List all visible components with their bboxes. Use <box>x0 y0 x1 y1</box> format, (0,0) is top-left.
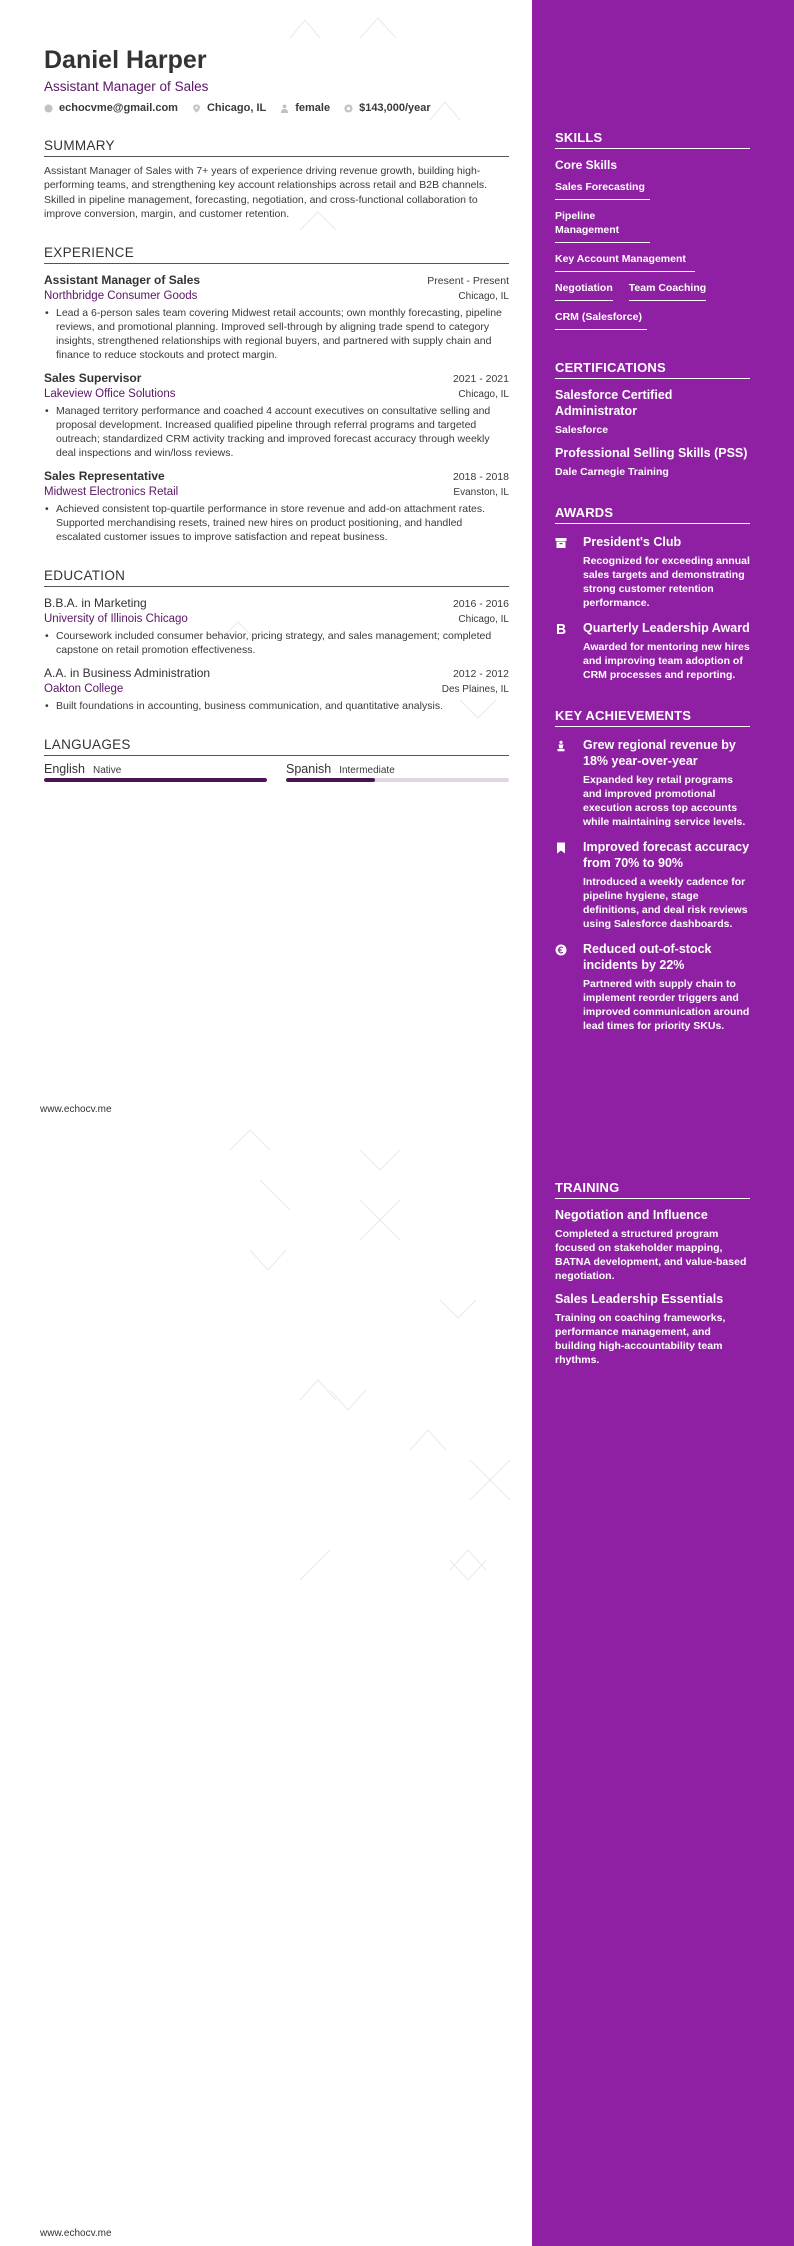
skill-tag: CRM (Salesforce) <box>555 305 647 330</box>
language-proficiency-bar <box>286 778 509 782</box>
map-pin-icon <box>192 104 201 113</box>
achievement-description: Partnered with supply chain to implement reorder triggers and improved communication around lead times for priority SKUs. <box>583 978 750 1032</box>
certification-item <box>555 387 750 437</box>
award-title: Quarterly Leadership Award <box>583 621 750 635</box>
job-entry <box>44 370 509 460</box>
achievement-item <box>555 941 750 1033</box>
training-heading: TRAINING <box>555 1180 750 1199</box>
languages-section <box>44 762 509 782</box>
education-bullet: • Built foundations in accounting, business communication, and quantitative analysis. <box>44 699 509 713</box>
job-company: Lakeview Office Solutions <box>44 388 176 400</box>
salary-text: $143,000/year <box>359 102 431 114</box>
coin-icon <box>344 104 353 113</box>
summary-paragraph: Assistant Manager of Sales with 7+ years of experience driving revenue growth, building high-performing teams, and strengthening key account relationships across retail and B2B channels. <box>44 165 487 191</box>
experience-section <box>44 272 509 544</box>
language-name: English <box>44 762 85 776</box>
training-title: Sales Leadership Essentials <box>555 1292 724 1306</box>
bold-b-icon <box>555 620 583 682</box>
job-location: Chicago, IL <box>458 291 509 302</box>
achievement-description: Introduced a weekly cadence for pipeline hygiene, stage definitions, and deal risk reviews using Salesforce dashboards. <box>583 876 748 930</box>
certifications-heading: CERTIFICATIONS <box>555 360 750 379</box>
job-title: Assistant Manager of Sales <box>44 273 201 287</box>
languages-heading: LANGUAGES <box>44 737 509 756</box>
gender-text: female <box>295 102 331 114</box>
achievement-title: Reduced out-of-stock incidents by 22% <box>583 942 712 972</box>
education-entry <box>44 595 509 657</box>
education-heading: EDUCATION <box>44 568 509 587</box>
award-item <box>555 620 750 682</box>
training-description: Training on coaching frameworks, performance management, and building high-accountability team rhythms. <box>555 1312 726 1366</box>
language-proficiency-fill <box>44 778 267 782</box>
summary-paragraph: Skilled in pipeline management, forecasting, negotiation, and cross-functional collaboration to improve conversion, margin, and customer retention. <box>44 194 478 220</box>
education-bullet: • Coursework included consumer behavior, pricing strategy, and sales management; completed capstone on retail promotion effectiveness. <box>44 629 509 657</box>
contact-row <box>44 102 509 114</box>
job-bullet: • Managed territory performance and coached 4 account executives on consultative selling and proposal development. Increased qualified pipeline through referral programs and targeted outreach; standardized CRM activity tracking and improved forecast accuracy through weekly deal inspections and win/loss reviews. <box>44 404 509 460</box>
certification-name: Professional Selling Skills (PSS) <box>555 446 748 460</box>
contact-gender <box>280 102 330 114</box>
school-name: Oakton College <box>44 683 124 695</box>
skill-tag: Pipeline Management <box>555 204 650 243</box>
education-dates: 2012 - 2012 <box>452 668 509 680</box>
award-description: Recognized for exceeding annual sales targets and demonstrating strong customer retention performance. <box>583 555 750 609</box>
contact-salary <box>344 102 431 114</box>
sidebar <box>555 130 750 1033</box>
skill-tag: Key Account Management <box>555 247 695 272</box>
candidate-name: Daniel Harper <box>44 46 207 74</box>
training-description: Completed a structured program focused on stakeholder mapping, BATNA development, and value-based negotiation. <box>555 1228 747 1282</box>
education-section <box>44 595 509 713</box>
job-dates: Present - Present <box>427 275 509 287</box>
job-location: Chicago, IL <box>458 389 509 400</box>
summary-heading: SUMMARY <box>44 138 509 157</box>
language-proficiency-bar <box>44 778 267 782</box>
job-entry <box>44 272 509 362</box>
certification-org: Salesforce <box>555 424 609 436</box>
job-company: Northbridge Consumer Goods <box>44 290 198 302</box>
degree-title: A.A. in Business Administration <box>44 666 211 680</box>
job-entry <box>44 468 509 544</box>
achievement-item <box>555 737 750 829</box>
candidate-role: Assistant Manager of Sales <box>44 79 209 94</box>
award-description: Awarded for mentoring new hires and improving team adoption of CRM processes and reporting. <box>583 641 750 681</box>
location-text: Chicago, IL <box>206 102 267 114</box>
certification-name: Salesforce Certified Administrator <box>555 388 673 418</box>
certification-item <box>555 445 750 479</box>
skill-tag: Sales Forecasting <box>555 175 650 200</box>
awards-heading: AWARDS <box>555 505 750 524</box>
sidebar-training <box>555 1180 750 1367</box>
archive-icon <box>555 534 583 610</box>
language-level: Intermediate <box>339 765 395 776</box>
language-name: Spanish <box>286 762 332 776</box>
contact-email[interactable] <box>44 102 178 114</box>
training-title: Negotiation and Influence <box>555 1208 708 1222</box>
skill-tag: Team Coaching <box>629 276 706 301</box>
email-text: echocvme@gmail.com <box>59 102 178 114</box>
education-dates: 2016 - 2016 <box>452 598 509 610</box>
school-location: Chicago, IL <box>458 614 509 625</box>
job-dates: 2021 - 2021 <box>452 373 509 385</box>
email-icon <box>44 104 53 113</box>
language-level: Native <box>93 765 122 776</box>
job-location: Evanston, IL <box>453 487 509 498</box>
award-title: President's Club <box>583 535 682 549</box>
chess-piece-icon <box>555 737 583 829</box>
degree-title: B.B.A. in Marketing <box>44 596 147 610</box>
skill-tag: Negotiation <box>555 276 613 301</box>
job-title: Sales Supervisor <box>44 371 142 385</box>
award-item <box>555 534 750 610</box>
education-entry <box>44 665 509 713</box>
achievement-item <box>555 839 750 931</box>
job-dates: 2018 - 2018 <box>452 471 509 483</box>
main-column <box>44 44 509 782</box>
job-bullet: • Lead a 6-person sales team covering Midwest retail accounts; own monthly forecasting, pipeline reviews, and promotional planning. Improved sell-through by aligning trade spend to category insights, strengthened relationships with regional buyers, and partnered with supply chain and finance to reduce stockouts and protect margin. <box>44 306 509 362</box>
summary-section <box>44 164 509 221</box>
language-proficiency-fill <box>286 778 375 782</box>
certification-org: Dale Carnegie Training <box>555 466 669 478</box>
skills-heading: SKILLS <box>555 130 750 149</box>
job-bullet: • Achieved consistent top-quartile performance in store revenue and add-on attachment rates. Supported merchandising resets, trained new hires on product positioning, and handled escalated customer issues to improve satisfaction and repeat business. <box>44 502 509 544</box>
language-item <box>44 762 267 782</box>
euro-coin-icon <box>555 941 583 1033</box>
footer-url[interactable]: www.echocv.me <box>40 2228 112 2239</box>
achievement-title: Grew regional revenue by 18% year-over-year <box>583 738 736 768</box>
skills-subtitle: Core Skills <box>555 158 618 172</box>
person-icon <box>280 104 289 113</box>
experience-heading: EXPERIENCE <box>44 245 509 264</box>
achievements-heading: KEY ACHIEVEMENTS <box>555 708 750 727</box>
achievement-description: Expanded key retail programs and improved promotional execution across top accounts while maintaining service levels. <box>583 774 746 828</box>
job-title: Sales Representative <box>44 469 165 483</box>
training-item <box>555 1207 750 1283</box>
bookmark-icon <box>555 839 583 931</box>
language-item <box>286 762 509 782</box>
school-name: University of Illinois Chicago <box>44 613 188 625</box>
footer-url[interactable]: www.echocv.me <box>40 1104 112 1115</box>
training-item <box>555 1291 750 1367</box>
job-company: Midwest Electronics Retail <box>44 486 179 498</box>
contact-location <box>192 102 266 114</box>
achievement-title: Improved forecast accuracy from 70% to 90% <box>583 840 750 870</box>
skills-list <box>555 175 750 334</box>
school-location: Des Plaines, IL <box>441 684 509 695</box>
